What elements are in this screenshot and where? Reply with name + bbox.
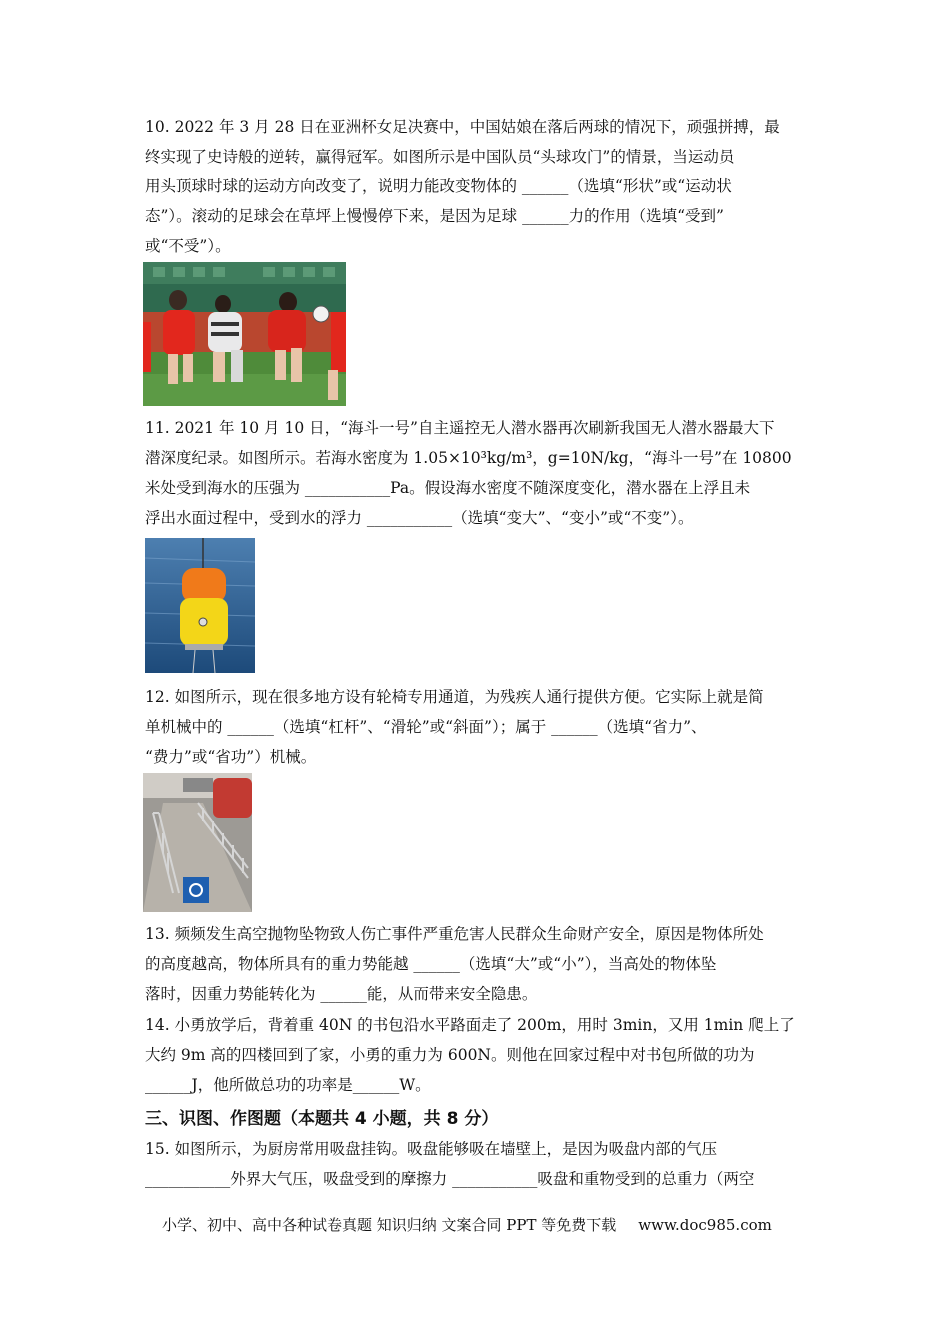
- q11-line-1: 11. 2021 年 10 月 10 日，“海斗一号”自主遥控无人潜水器再次刷新我国无人潜水器最大下: [145, 419, 775, 437]
- q13-line-3: 落时，因重力势能转化为 ______能，从而带来安全隐患。: [145, 985, 538, 1003]
- q15-line-2: ___________外界大气压，吸盘受到的摩擦力 ___________吸盘和重物受到的总重力（两空: [145, 1170, 755, 1188]
- q14-line-2: 大约 9m 高的四楼回到了家，小勇的重力为 600N。则他在回家过程中对书包所做的功为: [145, 1046, 755, 1064]
- q14-line-3: ______J，他所做总功的功率是______W。: [145, 1076, 431, 1094]
- q10-line-5: 或“不受”）。: [145, 237, 231, 255]
- q15-line-1: 15. 如图所示，为厨房常用吸盘挂钩。吸盘能够吸在墙壁上，是因为吸盘内部的气压: [145, 1140, 718, 1158]
- q10-line-3: 用头顶球时球的运动方向改变了，说明力能改变物体的 ______（选填“形状”或“运动状: [145, 177, 732, 195]
- q10-line-1: 10. 2022 年 3 月 28 日在亚洲杯女足决赛中，中国姑娘在落后两球的情况下，顽强拼搏，最: [145, 118, 780, 136]
- q12-line-1: 12. 如图所示，现在很多地方设有轮椅专用通道，为残疾人通行提供方便。它实际上就是简: [145, 688, 764, 706]
- q13-line-2: 的高度越高，物体所具有的重力势能越 ______（选填“大”或“小”），当高处的物体坠: [145, 955, 717, 973]
- q13-line-1: 13. 频频发生高空抛物坠物致人伤亡事件严重危害人民群众生命财产安全，原因是物体所处: [145, 925, 764, 943]
- q10-line-2: 终实现了史诗般的逆转，赢得冠军。如图所示是中国队员“头球攻门”的情景，当运动员: [145, 148, 735, 166]
- wheelchair-ramp-photo: [143, 773, 252, 912]
- q11-line-4: 浮出水面过程中，受到水的浮力 ___________（选填“变大”、“变小”或“不变”）。: [145, 509, 694, 527]
- q12-line-3: “费力”或“省功”）机械。: [145, 748, 317, 766]
- footer-url[interactable]: www.doc985.com: [638, 1216, 772, 1234]
- submersible-photo: [145, 538, 255, 673]
- q14-line-1: 14. 小勇放学后，背着重 40N 的书包沿水平路面走了 200m，用时 3min，又用 1min 爬上了: [145, 1016, 795, 1034]
- page-footer: [162, 1214, 772, 1235]
- football-header-photo: [143, 262, 346, 406]
- footer-text: 小学、初中、高中各种试卷真题 知识归纳 文案合同 PPT 等免费下载: [162, 1216, 617, 1234]
- q12-line-2: 单机械中的 ______（选填“杠杆”、“滑轮”或“斜面”）；属于 ______（选填“省力”、: [145, 718, 707, 736]
- q11-line-2: 潜深度纪录。如图所示。若海水密度为 1.05×10³kg/m³，g=10N/kg，“海斗一号”在 10800: [145, 449, 792, 467]
- q11-line-3: 米处受到海水的压强为 ___________Pa。假设海水密度不随深度变化，潜水器在上浮且未: [145, 479, 751, 497]
- section-heading: 三、识图、作图题（本题共 4 小题，共 8 分）: [145, 1109, 499, 1129]
- q10-line-4: 态”）。滚动的足球会在草坪上慢慢停下来，是因为足球 ______力的作用（选填“受到”: [145, 207, 724, 225]
